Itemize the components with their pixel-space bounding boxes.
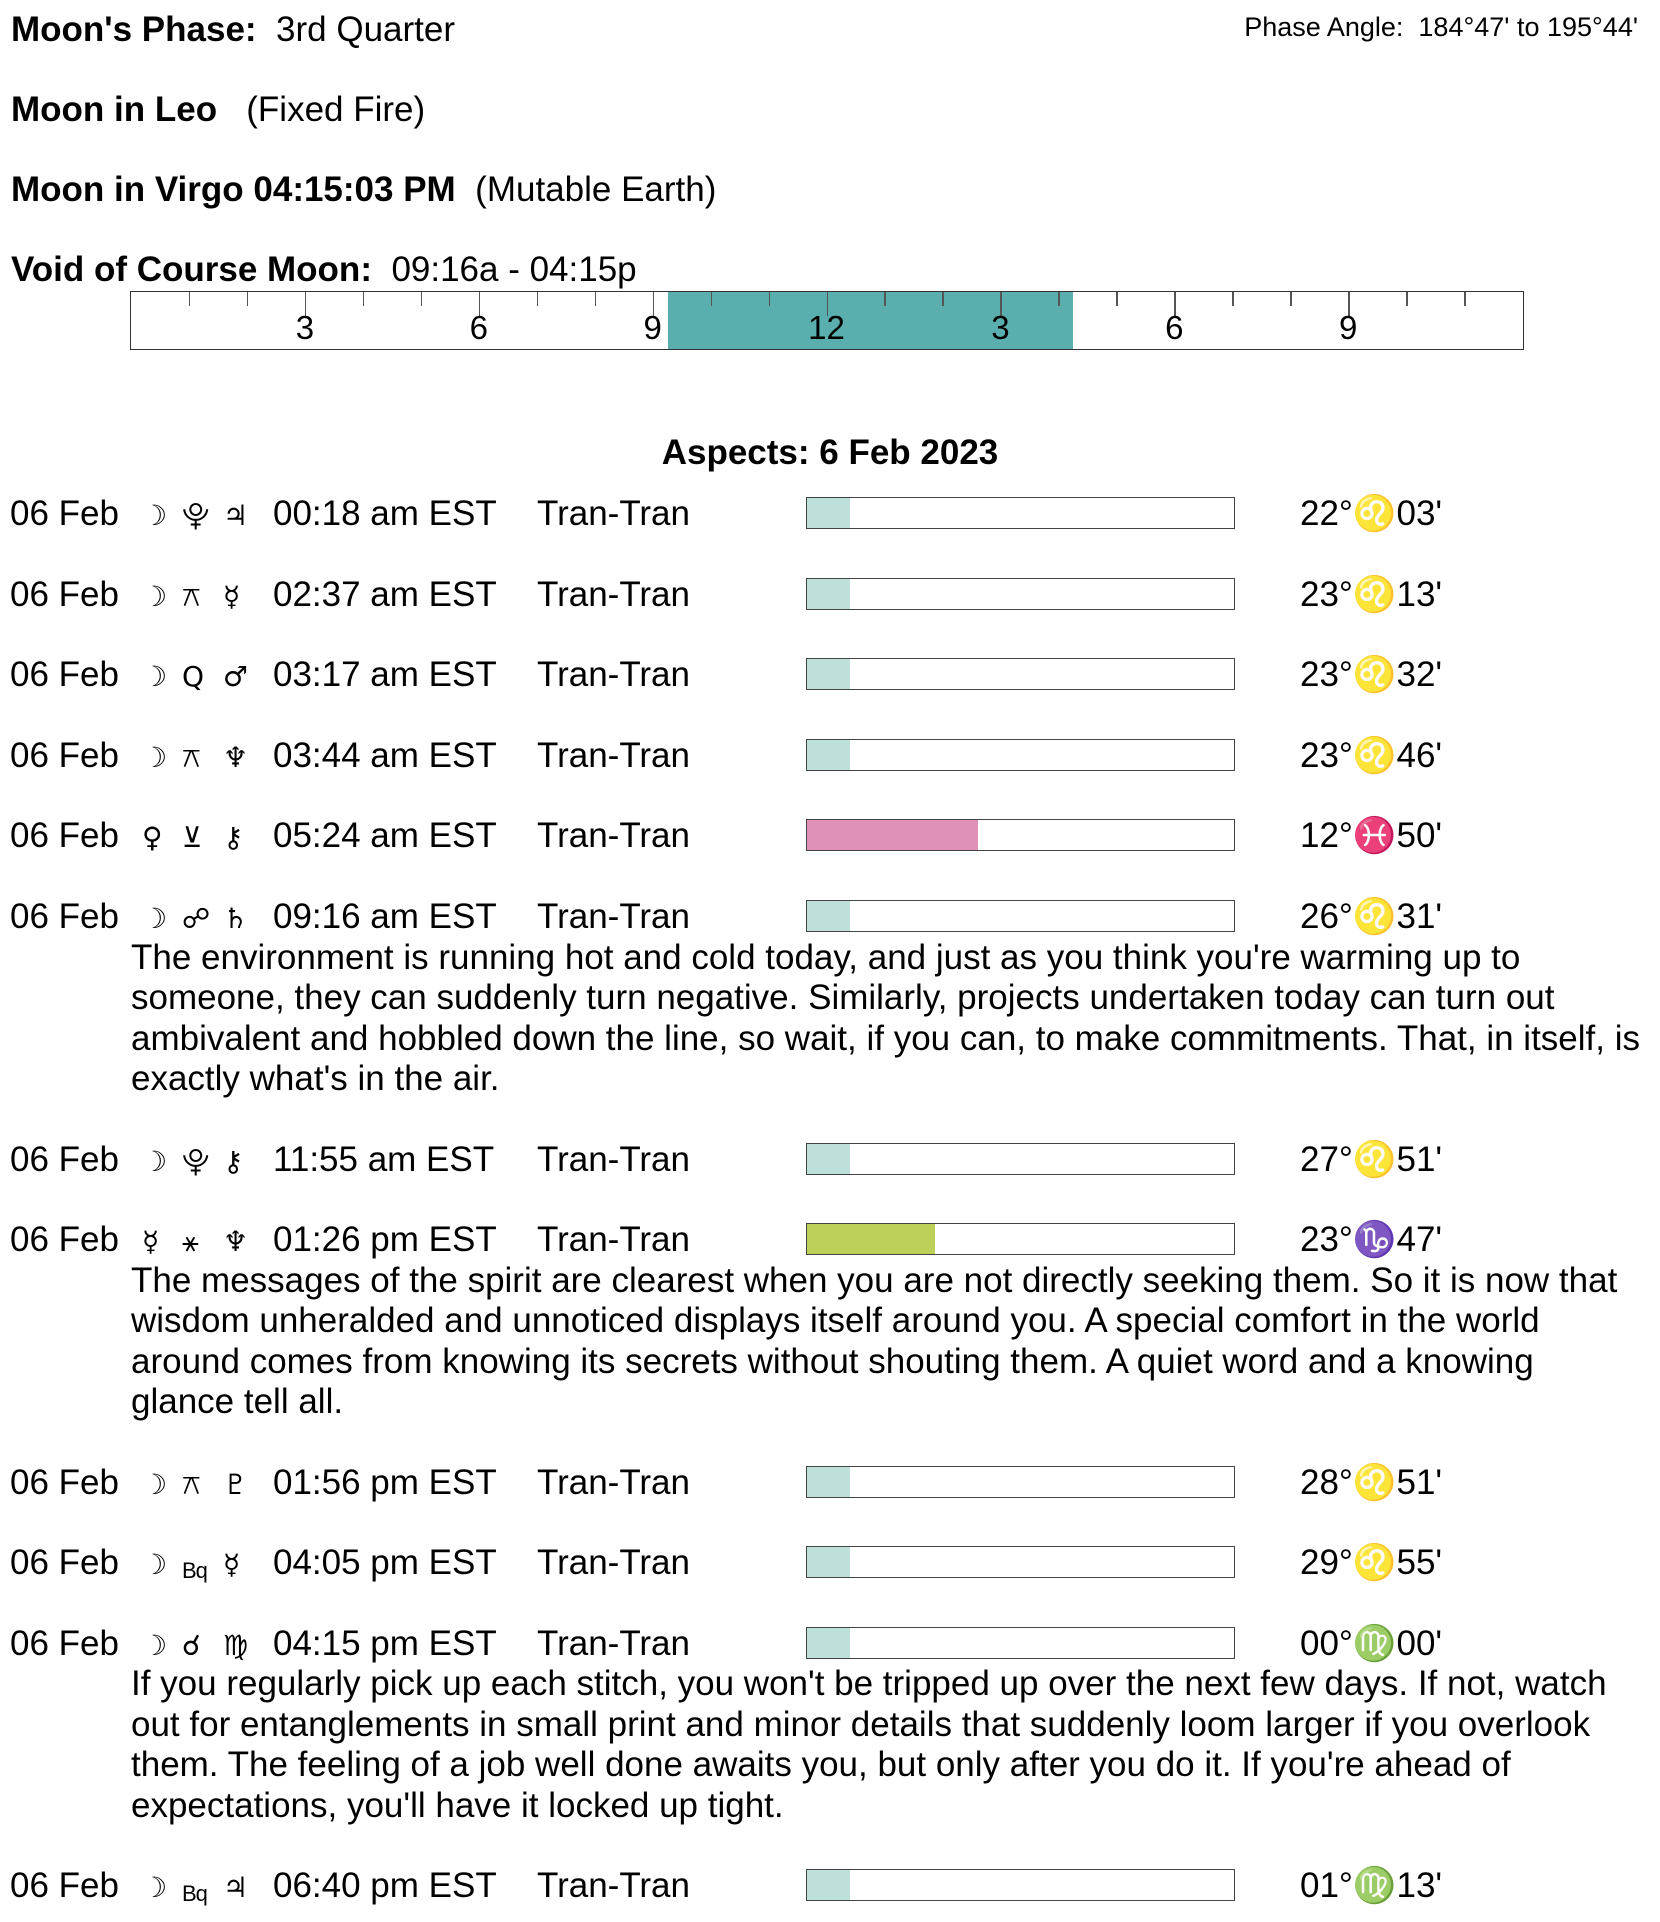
aspect-quincunx-icon: ⚻ (182, 740, 201, 774)
aspect-position: 01°♍13' (1300, 1866, 1443, 1906)
aspect-row (0, 1220, 1660, 1260)
aspect-time: 04:05 pm EST (273, 1543, 497, 1583)
aspect-time: 03:17 am EST (273, 655, 497, 695)
aspect-position: 26°♌31' (1300, 897, 1443, 936)
planet-1-icon: ☽ (142, 1871, 168, 1905)
aspect-date: 06 Feb (10, 1462, 119, 1502)
planet-2-icon: ☿ (223, 1548, 241, 1582)
aspect-position: 12°♓50' (1300, 816, 1443, 856)
timeline-tick (769, 292, 771, 306)
aspect-strength-bar (806, 739, 1235, 771)
voc-label: Void of Course Moon: (11, 250, 372, 289)
aspect-row (0, 655, 1660, 695)
planet-1-icon: ☽ (142, 499, 168, 532)
aspect-strength-bar (806, 1869, 1235, 1901)
planet-1-icon: ☽ (142, 1144, 168, 1178)
aspect-strength-bar (806, 1546, 1235, 1578)
aspect-strength-bar (806, 1466, 1235, 1498)
aspect-type: Tran-Tran (537, 897, 690, 936)
aspect-type: Tran-Tran (537, 574, 690, 614)
aspect-strength-bar (806, 900, 1235, 932)
moon-phase-label: Moon's Phase: (11, 10, 257, 49)
aspect-time: 06:40 pm EST (273, 1866, 497, 1906)
aspect-sesquiquadrate-icon: ⯓ (182, 1144, 210, 1178)
planet-1-icon: ☽ (142, 660, 168, 694)
aspect-position: 22°♌03' (1300, 494, 1443, 533)
aspect-quintile-icon: Q (182, 660, 205, 694)
aspect-position: 23°♌32' (1300, 655, 1443, 695)
aspect-row (0, 1543, 1660, 1583)
aspect-strength-fill (807, 1547, 850, 1577)
planet-2-icon: ♆ (223, 1225, 249, 1259)
timeline-tick-label: 9 (643, 309, 662, 346)
aspect-date: 06 Feb (10, 494, 119, 533)
planet-2-icon: ♍ (223, 1628, 249, 1662)
timeline-tick (363, 292, 365, 306)
planet-2-icon: ♆ (223, 740, 249, 774)
timeline-tick (1290, 292, 1292, 306)
aspect-biquintile-icon: Bq (182, 1558, 207, 1584)
planet-2-icon: ☿ (223, 579, 241, 613)
aspect-position: 23°♌13' (1300, 574, 1443, 614)
timeline-tick (1058, 292, 1060, 306)
voc-value: 09:16a - 04:15p (391, 250, 637, 289)
planet-2-icon: ♄ (223, 902, 249, 935)
aspect-date: 06 Feb (10, 1139, 119, 1179)
aspect-time: 05:24 am EST (273, 816, 497, 856)
planet-2-icon: ♇ (223, 1467, 249, 1501)
aspect-strength-fill (807, 740, 850, 770)
aspects-title: Aspects: 6 Feb 2023 (661, 433, 999, 472)
aspect-strength-bar (806, 1627, 1235, 1659)
planet-1-icon: ♀ (142, 821, 163, 855)
planet-2-icon: ♂ (223, 660, 249, 694)
aspect-position: 00°♍00' (1300, 1623, 1443, 1663)
aspect-strength-fill (807, 1870, 850, 1900)
planet-1-icon: ☽ (142, 579, 168, 613)
aspect-date: 06 Feb (10, 816, 119, 856)
aspect-row (0, 494, 1660, 534)
aspect-semisextile-icon: ⊻ (182, 821, 203, 855)
aspect-date: 06 Feb (10, 1866, 119, 1906)
aspect-type: Tran-Tran (537, 816, 690, 856)
aspect-time: 00:18 am EST (273, 494, 497, 533)
aspect-type: Tran-Tran (537, 655, 690, 695)
aspect-date: 06 Feb (10, 655, 119, 695)
moon-ingress-label: Moon in Virgo 04:15:03 PM (11, 170, 456, 209)
aspect-sextile-icon: ⚹ (182, 1225, 199, 1259)
moon-sign-line (11, 90, 425, 130)
moon-ingress-line (11, 170, 716, 210)
aspect-sesquiquadrate-icon: ⯓ (182, 499, 210, 532)
timeline-tick (1464, 292, 1466, 306)
aspect-strength-fill (807, 1224, 935, 1254)
timeline-tick (1116, 292, 1118, 306)
planet-1-icon: ☽ (142, 1467, 168, 1501)
aspect-strength-bar (806, 497, 1235, 529)
timeline-tick (421, 292, 423, 306)
timeline-tick (711, 292, 713, 306)
aspect-type: Tran-Tran (537, 1866, 690, 1906)
void-of-course-line (11, 250, 637, 290)
aspect-type: Tran-Tran (537, 735, 690, 775)
planet-1-icon: ☽ (142, 1628, 168, 1662)
aspect-type: Tran-Tran (537, 494, 690, 533)
aspect-conjunction-icon: ☌ (182, 1628, 201, 1662)
aspect-biquintile-icon: Bq (182, 1881, 207, 1907)
aspect-time: 03:44 am EST (273, 735, 497, 775)
aspect-type: Tran-Tran (537, 1139, 690, 1179)
aspect-strength-bar (806, 1143, 1235, 1175)
aspect-date: 06 Feb (10, 1543, 119, 1583)
timeline-tick (595, 292, 597, 306)
timeline-tick (942, 292, 944, 306)
aspect-interpretation: The messages of the spirit are clearest when you are not directly seeking them. So it is now that wisdom unheralded and unnoticed displays itself around you. A special comfort in the world around comes from knowing its secrets without shouting them. A quiet word and a knowing glance tell all. (131, 1260, 1618, 1422)
aspect-type: Tran-Tran (537, 1462, 690, 1502)
aspect-position: 23°♑47' (1300, 1220, 1443, 1260)
timeline-tick-label: 3 (295, 309, 315, 346)
aspect-strength-fill (807, 820, 978, 850)
aspect-row (0, 1140, 1660, 1180)
aspect-time: 11:55 am EST (273, 1139, 495, 1179)
phase-angle-value: 184°47' to 195°44' (1418, 12, 1638, 42)
timeline-tick-label: 6 (469, 309, 488, 346)
aspect-time: 01:26 pm EST (273, 1220, 497, 1260)
aspect-position: 29°♌55' (1300, 1543, 1443, 1583)
timeline-tick-label: 6 (1165, 309, 1184, 346)
aspect-quincunx-icon: ⚻ (182, 1467, 201, 1501)
aspect-strength-fill (807, 659, 850, 689)
aspect-type: Tran-Tran (537, 1220, 690, 1260)
aspect-strength-fill (807, 1144, 850, 1174)
moon-sign-label: Moon in Leo (11, 90, 218, 129)
aspect-row (0, 1463, 1660, 1503)
aspect-date: 06 Feb (10, 1623, 119, 1663)
aspect-row (0, 1866, 1660, 1906)
timeline-tick-label: 9 (1338, 309, 1358, 346)
moon-sign-quality: (Fixed Fire) (246, 90, 426, 129)
planet-1-icon: ☽ (142, 1548, 168, 1582)
aspect-time: 02:37 am EST (273, 574, 497, 614)
planet-1-icon: ☽ (142, 902, 168, 935)
aspect-date: 06 Feb (10, 574, 119, 614)
timeline-tick (1232, 292, 1234, 306)
aspect-strength-fill (807, 1628, 850, 1658)
timeline-tick-label: 12 (808, 309, 845, 346)
aspect-type: Tran-Tran (537, 1543, 690, 1583)
aspect-date: 06 Feb (10, 1220, 119, 1260)
timeline-tick (189, 292, 191, 306)
aspect-row (0, 575, 1660, 615)
timeline-tick-label: 3 (991, 309, 1010, 346)
aspect-row (0, 816, 1660, 856)
aspect-row (0, 1624, 1660, 1664)
aspect-interpretation: If you regularly pick up each stitch, you won't be tripped up over the next few days. If not, watch out for entanglements in small print and minor details that suddenly loom larger if you overlook them. The feeling of a job well done awaits you, but only after you do it. If you're ahead of expectations, you'll have it locked up tight. (131, 1664, 1607, 1825)
aspect-time: 01:56 pm EST (273, 1462, 497, 1502)
aspect-interpretation: The environment is running hot and cold today, and just as you think you're warming up to someone, they can suddenly turn negative. Similarly, projects undertaken today can turn out ambivalent and hobbled down the line, so wait, if you can, to make commitments. That, in itself, is exactly what's in the air. (131, 937, 1640, 1098)
void-of-course-timeline (130, 291, 1524, 350)
moon-ingress-quality: (Mutable Earth) (475, 170, 717, 209)
timeline-tick (537, 292, 539, 306)
aspect-position: 28°♌51' (1300, 1462, 1443, 1502)
void-of-course-fill (668, 292, 1073, 349)
aspect-time: 09:16 am EST (273, 897, 497, 936)
aspect-strength-bar (806, 1223, 1235, 1255)
planet-2-icon: ⚷ (223, 1144, 244, 1178)
aspect-date: 06 Feb (10, 735, 119, 775)
timeline-tick (1406, 292, 1408, 306)
aspect-time: 04:15 pm EST (273, 1623, 497, 1663)
aspect-strength-fill (807, 579, 850, 609)
moon-phase-value: 3rd Quarter (276, 10, 456, 49)
planet-1-icon: ☽ (142, 740, 168, 774)
aspect-strength-bar (806, 578, 1235, 610)
aspect-strength-bar (806, 819, 1235, 851)
planet-2-icon: ⚷ (223, 821, 244, 855)
timeline-tick (884, 292, 886, 306)
planet-1-icon: ☿ (142, 1225, 160, 1259)
aspect-quincunx-icon: ⚻ (182, 579, 201, 613)
aspect-position: 27°♌51' (1300, 1139, 1443, 1179)
aspect-row (0, 897, 1660, 937)
aspect-strength-fill (807, 901, 850, 931)
aspect-row (0, 736, 1660, 776)
aspect-strength-fill (807, 1467, 850, 1497)
timeline-tick (247, 292, 249, 306)
aspect-date: 06 Feb (10, 897, 119, 936)
phase-angle-label: Phase Angle: (1244, 12, 1404, 42)
planet-2-icon: ♃ (223, 499, 249, 532)
planet-2-icon: ♃ (223, 1871, 249, 1905)
moon-phase-line (11, 10, 455, 50)
aspect-strength-fill (807, 498, 850, 528)
aspect-strength-bar (806, 658, 1235, 690)
aspect-position: 23°♌46' (1300, 735, 1443, 775)
aspect-type: Tran-Tran (537, 1623, 690, 1663)
phase-angle-line (1244, 11, 1638, 43)
aspect-opposition-icon: ☍ (182, 902, 211, 935)
